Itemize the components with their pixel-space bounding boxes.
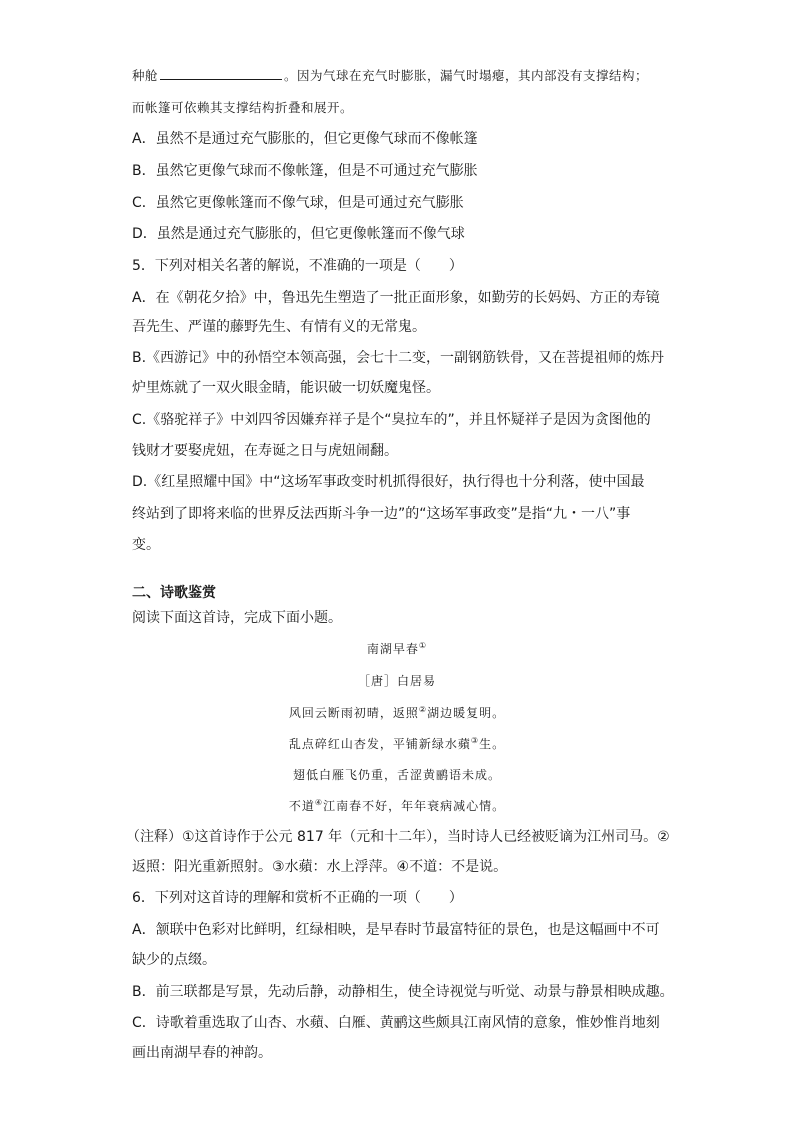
q4-option-a: A．虽然不是通过充气膨胀的，但它更像气球而不像帐篷	[132, 131, 478, 147]
poem-line-1-b: 湖边暖复明。	[427, 706, 506, 720]
poem-line-1	[0, 703, 794, 723]
q4-tail-line-2: 而帐篷可依赖其支撑结构折叠和展开。	[132, 100, 354, 115]
answer-blank[interactable]	[160, 66, 282, 80]
q5-line-7: D.《红星照耀中国》中“这场军事政变时机抓得很好，执行得也十分利落，使中国最	[132, 474, 645, 490]
q5-stem: 5．下列对相关名著的解说，不准确的一项是（ ）	[132, 258, 463, 274]
q5-line-3: B.《西游记》中的孙悟空本领高强，会七十二变，一副钢筋铁骨，又在菩提祖师的炼丹	[132, 350, 665, 366]
q5-line-9: 变。	[132, 537, 160, 553]
poem-title	[0, 639, 794, 659]
q4-tail-line-1	[132, 66, 672, 86]
q6-stem: 6．下列对这首诗的理解和赏析不正确的一项（ ）	[132, 890, 463, 906]
q5-line-8: 终站到了即将来临的世界反法西斯斗争一边”的“这场军事政变”是指“九・一八”事	[132, 506, 631, 522]
poem-line-3: 翅低白雁飞仍重，舌涩黄鹂语未成。	[292, 768, 501, 782]
notes-line-2: 返照：阳光重新照射。③水蘋：水上浮萍。④不道：不是说。	[132, 859, 508, 875]
q5-line-6: 钱财才要娶虎妞，在寿诞之日与虎妞闹翻。	[132, 443, 398, 459]
q4-tail-text-b: 。因为气球在充气时膨胀，漏气时塌瘪，其内部没有支撑结构；	[284, 68, 649, 83]
section-intro: 阅读下面这首诗，完成下面小题。	[132, 610, 342, 626]
q6-line-2: 缺少的点缀。	[132, 952, 216, 968]
q4-option-c: C．虽然它更像帐篷而不像气球，但是可通过充气膨胀	[132, 195, 464, 211]
q6-line-3: B．前三联都是写景，先动后静，动静相生，使全诗视觉与听觉、动景与静景相映成趣。	[132, 984, 674, 1000]
q4-option-b: B．虽然它更像气球而不像帐篷，但是不可通过充气膨胀	[132, 163, 478, 179]
poem-line-2	[0, 734, 794, 754]
poem-line-2-a: 乱点碎红山杏发，平铺新绿水蘋	[288, 737, 471, 751]
q4-option-d: D．虽然是通过充气膨胀的，但它更像帐篷而不像气球	[132, 226, 465, 242]
q6-line-4: C．诗歌着重选取了山杏、水蘋、白雁、黄鹂这些颇具江南风情的意象，惟妙惟肖地刻	[132, 1015, 660, 1031]
poem-line-4-b: 江南春不好，年年衰病减心情。	[323, 799, 506, 813]
footnote-marker: ②	[418, 705, 428, 714]
q5-line-4: 炉里炼就了一双火眼金睛，能识破一切妖魔鬼怪。	[132, 380, 440, 396]
q6-line-1: A．颔联中色彩对比鲜明，红绿相映，是早春时节最富特征的景色，也是这幅画中不可	[132, 922, 660, 938]
q5-line-2: 吾先生、严谨的藤野先生、有情有义的无常鬼。	[132, 319, 426, 335]
footnote-marker: ③	[470, 736, 480, 745]
poem-line-4	[0, 796, 794, 816]
q4-tail-text-a: 种舱	[132, 68, 159, 83]
poem-author: ［唐］白居易	[357, 674, 436, 688]
footnote-marker: ①	[418, 641, 428, 650]
poem-line-1-a: 风回云断雨初晴，返照	[288, 706, 419, 720]
poem-line-2-b: 生。	[479, 737, 506, 751]
poem-line-4-a: 不道	[288, 799, 315, 813]
q5-line-5: C.《骆驼祥子》中刘四爷因嫌弃祥子是个“臭拉车的”，并且怀疑祥子是因为贪图他的	[132, 412, 651, 428]
footnote-marker: ④	[314, 798, 324, 807]
q5-line-1: A．在《朝花夕拾》中，鲁迅先生塑造了一批正面形象，如勤劳的长妈妈、方正的寿镜	[132, 290, 660, 306]
section-heading: 二、诗歌鉴赏	[132, 585, 216, 601]
poem-title-text: 南湖早春	[366, 642, 419, 656]
q6-line-5: 画出南湖早春的神韵。	[132, 1045, 272, 1061]
notes-line-1: （注释）①这首诗作于公元 817 年（元和十二年），当时诗人已经被贬谪为江州司马。②	[126, 829, 670, 845]
